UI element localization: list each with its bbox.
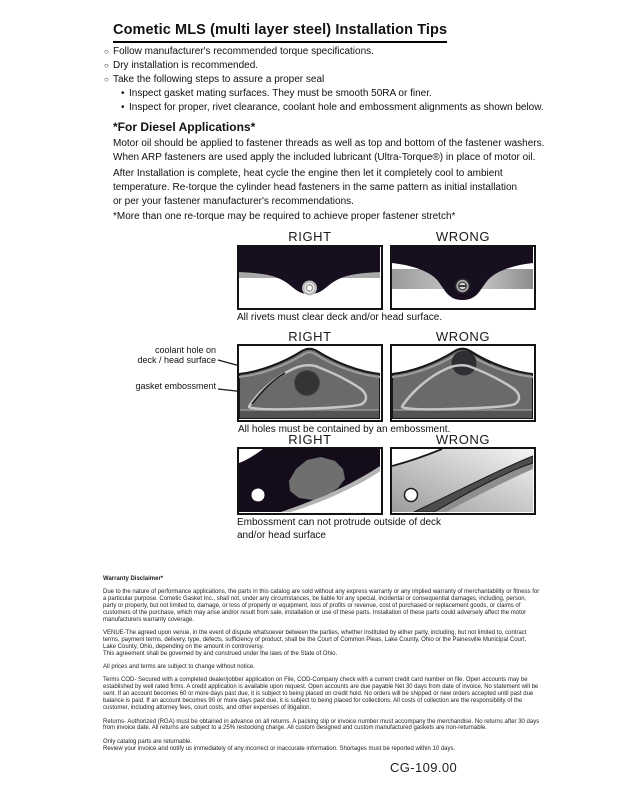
list-item xyxy=(121,101,544,115)
disclaimer-paragraph: Terms COD- Secured with a completed dealer/jobber application on File, COD-Company check with a current credit card number on file. Open accounts may be established by well rated firms. A credit application is available upon request. Open accounts are due payable Net 30 days from date of invoice. No statement will be sent. If an account becomes 60 or more days past due, it is subject to being placed on credit hold. No orders will be shipped or new orders accepted until past due balance is paid. If an account becomes 90 or more days past due, it is subject to being placed for collections. All costs of collection are the responsibility of the customer, including attorney fees, court costs, and other expenses of litigation. xyxy=(103,677,539,712)
wrong-label: WRONG xyxy=(435,229,491,244)
paragraph-line: When ARP fasteners are used apply the included lubricant (Ultra-Torque®) in place of motor oil. xyxy=(113,152,536,163)
hole-outside-illustration-icon xyxy=(392,346,533,419)
retorque-note: *More than one re-torque may be required to achieve proper fastener stretch* xyxy=(113,211,456,222)
diagram-row2-labels xyxy=(237,329,536,344)
bullet-text: Follow manufacturer's recommended torque specifications. xyxy=(113,46,374,57)
bullet-text: Inspect gasket mating surfaces. They must be smooth 50RA or finer. xyxy=(129,88,432,99)
hole-contained-illustration-icon xyxy=(239,346,380,419)
disclaimer-paragraph: Returns- Authorized (RGA) must be obtained in advance on all returns. A packing slip or invoice number must accompany the merchandise. No returns after 30 days from invoice date. All returns are subject to a 25% restocking charge. All custom designed and custom manufactured gaskets are non-returnable. xyxy=(103,718,540,732)
embossment-wrong-diagram xyxy=(390,447,536,515)
rivet-clear-illustration-icon xyxy=(239,247,380,307)
caption-line: Embossment can not protrude outside of deck xyxy=(237,517,442,528)
rivet-right-diagram xyxy=(237,245,383,310)
list-item xyxy=(121,87,432,101)
embossment-inside-illustration-icon xyxy=(239,449,380,512)
diesel-applications-heading: *For Diesel Applications* xyxy=(113,120,256,134)
label-line: deck / head surface xyxy=(137,354,216,365)
dot-bullet-icon: • xyxy=(121,88,125,99)
disclaimer-paragraph: All prices and terms are subject to change without notice. xyxy=(103,664,255,671)
page-title: Cometic MLS (multi layer steel) Installation Tips xyxy=(113,22,447,43)
disclaimer-heading: Warranty Disclaimer* xyxy=(103,576,164,582)
rivet-touching-illustration-icon xyxy=(392,247,533,307)
label-line: coolant hole on xyxy=(154,345,216,355)
caption-line: and/or head surface xyxy=(237,529,326,541)
list-item xyxy=(104,73,324,87)
embossment-right-diagram xyxy=(237,447,383,515)
right-label: RIGHT xyxy=(288,432,332,447)
bullet-text: Dry installation is recommended. xyxy=(113,60,259,71)
rivet-wrong-diagram xyxy=(390,245,536,310)
bullet-text: Take the following steps to assure a proper seal xyxy=(113,74,325,85)
diagram-row2 xyxy=(237,344,536,422)
circle-bullet-icon: ○ xyxy=(104,47,109,56)
page-number: CG-109.00 xyxy=(390,760,458,775)
gasket-embossment-label: gasket embossment xyxy=(135,381,216,391)
disclaimer-paragraph: Only catalog parts are returnable. xyxy=(103,738,193,745)
circle-bullet-icon: ○ xyxy=(104,75,109,84)
warranty-disclaimer-section xyxy=(103,576,540,753)
disclaimer-paragraph: Due to the nature of performance applications, the parts in this catalog are sold without any express warranty or any implied warranty of merchantability or fitness for a particular purpose. Cometic Gasket Inc., shall not, under any circumstances, be liable for any special, incidental or consequential damages, including, person, party or property, but not limited to, damage, or loss of property or equipment, loss of profits or revenue, cost of purchased or replacement goods, or claims of customers of the purchase, which may arise and/or result from sale, installation or use of these parts. Installation of these parts could adversely affect the motor manufacturers warranty coverage. xyxy=(103,588,540,623)
paragraph-line: After Installation is complete, heat cycle the engine then let it completely cool to ambient xyxy=(113,168,503,179)
paragraph-line: or per your fastener manufacturer's recommendations. xyxy=(113,196,354,207)
diesel-paragraph-2 xyxy=(113,167,517,209)
bullet-text: Inspect for proper, rivet clearance, coolant hole and embossment alignments as shown below. xyxy=(129,102,544,113)
wrong-label: WRONG xyxy=(435,432,491,447)
list-item xyxy=(104,45,374,59)
diagram-row3-labels xyxy=(237,432,536,447)
circle-bullet-icon: ○ xyxy=(104,61,109,70)
row1-caption: All rivets must clear deck and/or head surface. xyxy=(237,312,443,323)
diagram-row1-labels xyxy=(237,229,536,244)
paragraph-line: temperature. Re-torque the cylinder head fasteners in the same pattern as initial installation xyxy=(113,182,518,193)
wrong-label: WRONG xyxy=(435,329,491,344)
dot-bullet-icon: • xyxy=(121,102,125,113)
right-label: RIGHT xyxy=(288,329,332,344)
row2-caption: All holes must be contained by an embossment. xyxy=(238,424,451,435)
diagram-row3 xyxy=(237,447,536,515)
coolant-right-diagram xyxy=(237,344,383,422)
disclaimer-paragraph: This agreement shall be governed by and construed under the laws of the State of Ohio. xyxy=(103,650,338,657)
diagram-row1 xyxy=(237,245,536,310)
coolant-wrong-diagram xyxy=(390,344,536,422)
right-label: RIGHT xyxy=(288,229,332,244)
disclaimer-paragraph: Review your invoice and notify us immediately of any incorrect or inaccurate information. Shortages must be reported within 10 days. xyxy=(103,745,456,752)
diesel-paragraph-1 xyxy=(113,137,544,165)
list-item xyxy=(104,59,258,73)
paragraph-line: Motor oil should be applied to fastener threads as well as top and bottom of the fastener washers. xyxy=(113,138,545,149)
embossment-protruding-illustration-icon xyxy=(392,449,533,512)
disclaimer-paragraph: VENUE-The agreed upon venue, in the event of dispute whatsoever between the parties, whether instituted by either party, including, but not limited to, contract terms, payment terms, delivery, type, defects, sufficiency of product, shall be the Court of Common Pleas, Lake County, Ohio or the Painesville Municipal Court, Lake County, Ohio, depending on the amount in controversy. xyxy=(103,629,527,650)
row3-caption xyxy=(237,517,441,542)
